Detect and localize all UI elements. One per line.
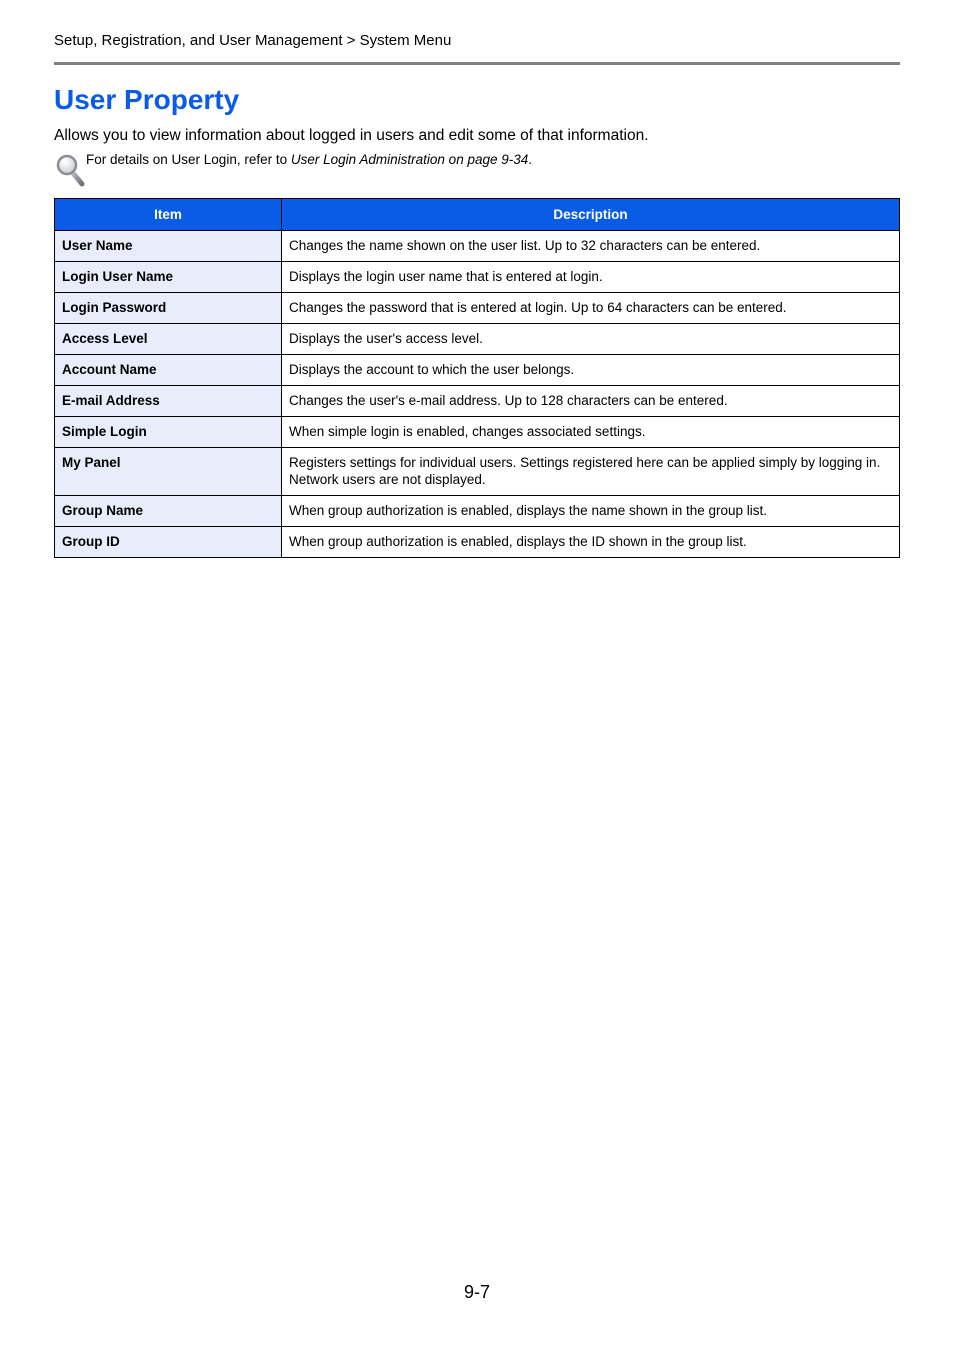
table-row <box>55 355 900 386</box>
description-cell: When group authorization is enabled, displays the ID shown in the group list. <box>282 527 900 558</box>
reference-note <box>54 152 900 188</box>
header-divider <box>54 62 900 65</box>
table-row <box>55 231 900 262</box>
breadcrumb: Setup, Registration, and User Management > System Menu <box>54 32 452 49</box>
note-prefix: For details on User Login, refer to <box>86 152 291 167</box>
table-header-row <box>55 199 900 231</box>
table-row <box>55 417 900 448</box>
description-cell: When group authorization is enabled, displays the name shown in the group list. <box>282 496 900 527</box>
description-cell: Changes the user's e-mail address. Up to 128 characters can be entered. <box>282 386 900 417</box>
description-cell: Changes the password that is entered at login. Up to 64 characters can be entered. <box>282 293 900 324</box>
magnifier-icon <box>54 152 86 188</box>
intro-paragraph: Allows you to view information about logged in users and edit some of that information. <box>54 127 649 144</box>
note-suffix: . <box>528 152 533 167</box>
description-cell: Changes the name shown on the user list. Up to 32 characters can be entered. <box>282 231 900 262</box>
column-header-item: Item <box>55 199 282 231</box>
user-property-table <box>54 198 900 558</box>
column-header-description: Description <box>282 199 900 231</box>
item-cell: Group ID <box>55 527 282 558</box>
page-number: 9-7 <box>463 1282 490 1302</box>
item-cell: Login Password <box>55 293 282 324</box>
item-cell: Access Level <box>55 324 282 355</box>
item-cell: My Panel <box>55 448 282 496</box>
table-row <box>55 324 900 355</box>
item-cell: Account Name <box>55 355 282 386</box>
item-cell: E-mail Address <box>55 386 282 417</box>
description-cell: Displays the account to which the user belongs. <box>282 355 900 386</box>
table-row <box>55 448 900 496</box>
note-cross-reference-link[interactable]: User Login Administration on page 9-34 <box>290 152 529 167</box>
table-row <box>55 293 900 324</box>
description-cell: Registers settings for individual users. Settings registered here can be applied simply by logging in. Network users are not displayed. <box>282 448 900 496</box>
item-cell: User Name <box>55 231 282 262</box>
description-cell: Displays the user's access level. <box>282 324 900 355</box>
table-row <box>55 496 900 527</box>
table-row <box>55 386 900 417</box>
item-cell: Login User Name <box>55 262 282 293</box>
page-title: User Property <box>54 84 240 115</box>
note-text <box>86 152 532 168</box>
description-cell: Displays the login user name that is entered at login. <box>282 262 900 293</box>
item-cell: Simple Login <box>55 417 282 448</box>
item-cell: Group Name <box>55 496 282 527</box>
table-row <box>55 262 900 293</box>
description-cell: When simple login is enabled, changes associated settings. <box>282 417 900 448</box>
table-row <box>55 527 900 558</box>
